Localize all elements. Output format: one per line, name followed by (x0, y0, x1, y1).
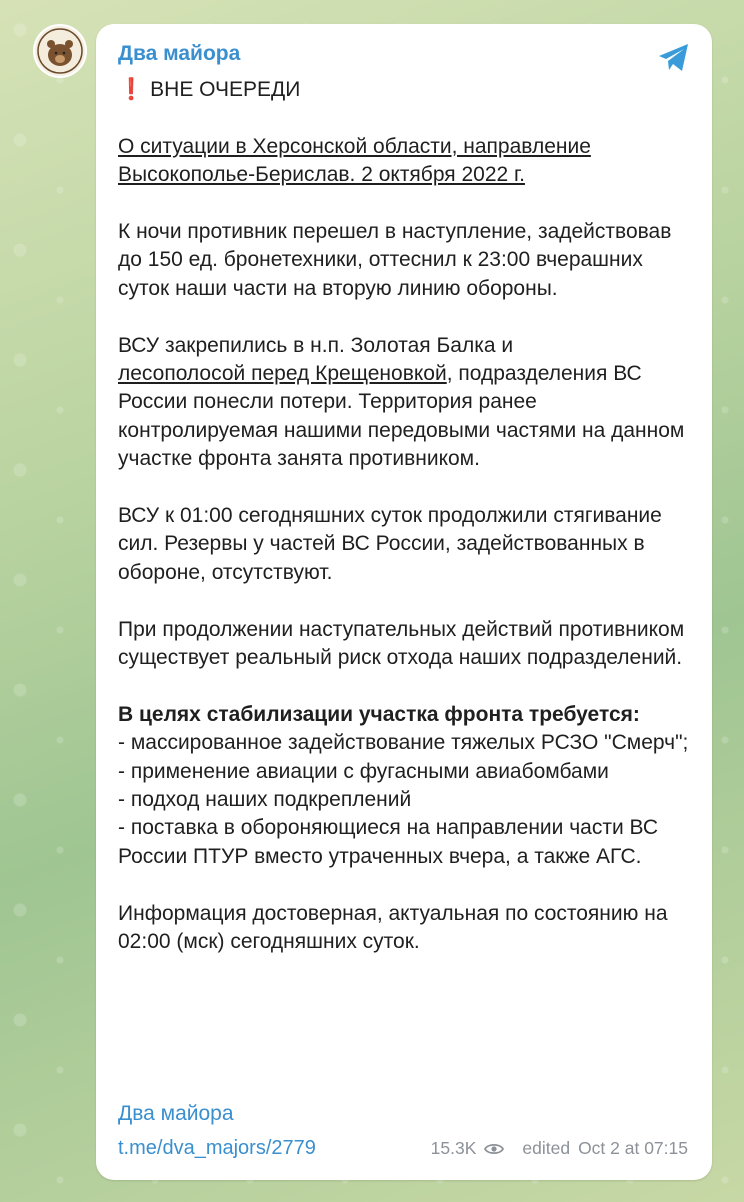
channel-name[interactable]: Два майора (118, 42, 241, 65)
paragraph-1: К ночи противник перешел в наступление, задействовав до 150 ед. бронетехники, оттеснил к 23:00 вчерашних суток наши части на вторую линию обороны. (118, 220, 672, 300)
requirements-heading: В целях стабилизации участка фронта требуется: (118, 702, 640, 726)
paragraph-2: ВСУ закрепились в н.п. Золотая Балка и лесополосой перед Крещеновкой, подразделения ВС России понесли потери. Территория ранее контролируемая нашими передовыми частями на данном участке фронта занята противником. (118, 333, 685, 471)
requirement-item: - применение авиации с фугасными авиабомбами (118, 759, 609, 783)
requirement-item: - массированное задействование тяжелых РСЗО "Смерч"; (118, 731, 689, 755)
view-count: 15.3K (430, 1138, 477, 1158)
underlined-location-link[interactable]: лесополосой перед Крещеновкой (118, 362, 447, 386)
bear-logo-icon (35, 26, 85, 76)
channel-avatar[interactable] (35, 26, 85, 76)
footer-channel-name[interactable]: Два майора (118, 1102, 234, 1125)
message-meta (431, 1138, 688, 1159)
message-text (118, 76, 696, 956)
paragraph-4: При продолжении наступательных действий противником существует реальный риск отхода наших подразделений. (118, 617, 685, 670)
requirement-item: - поставка в обороняющиеся на направлении части ВС России ПТУР вместо утраченных вчера, а также АГС. (118, 816, 659, 868)
requirements-block (118, 701, 696, 871)
paragraph-6: Информация достоверная, актуальная по состоянию на 02:00 (мск) сегодняшних суток. (118, 901, 668, 954)
subject-line[interactable]: О ситуации в Херсонской области, направление Высокополье-Берислав. 2 октября 2022 г. (118, 134, 591, 187)
exclamation-icon: ❗️ (118, 78, 145, 101)
eye-icon (484, 1142, 504, 1156)
message-bubble (96, 24, 712, 1180)
post-link[interactable]: t.me/dva_majors/2779 (118, 1137, 316, 1159)
message-date: Oct 2 at 07:15 (578, 1138, 688, 1158)
headline: ❗️ ВНЕ ОЧЕРЕДИ (118, 78, 301, 101)
telegram-share-icon[interactable] (656, 40, 692, 76)
paragraph-3: ВСУ к 01:00 сегодняшних суток продолжили стягивание сил. Резервы у частей ВС России, задействованных в обороне, отсутствуют. (118, 504, 662, 584)
requirement-item: - подход наших подкреплений (118, 788, 412, 812)
edited-label: edited (522, 1138, 571, 1158)
